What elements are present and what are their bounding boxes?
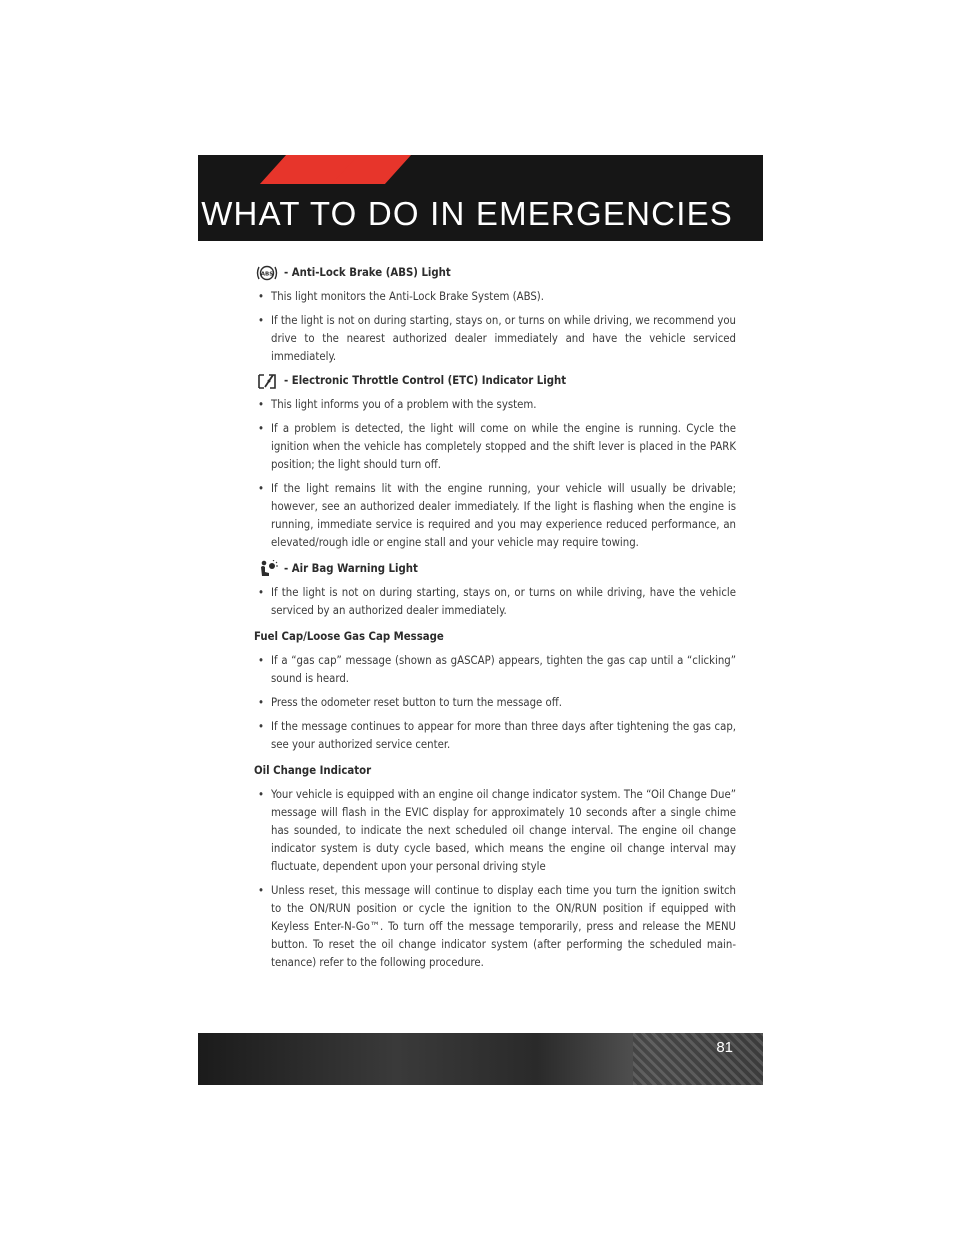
airbag-heading-text: - Air Bag Warning Light [284, 562, 418, 575]
main-content [254, 264, 736, 978]
list-item: • If the light is not on during starting, stays on, or turns on while driving, have the vehicle serviced by an authorized dealer immediately. [254, 584, 736, 620]
list-item: • If the light is not on during starting, stays on, or turns on while driving, we recommend you drive to the nearest authorized dealer immediately and have the vehicle serviced immediately. [254, 312, 736, 366]
list-item: • Your vehicle is equipped with an engine oil change indicator system. The “Oil Change Due” message will flash in the EVIC display for approximately 10 seconds after a single chime has sounded, to indicate the next scheduled oil change interval. The engine oil change indicator system is duty cycle based, which means the engine oil change interval may fluctuate, dependent upon your personal driving style [254, 786, 736, 876]
header-band [198, 155, 763, 241]
etc-heading [256, 372, 736, 390]
list-item: • If the light remains lit with the engine running, your vehicle will usually be drivable; however, see an authorized dealer immediately. If the light is flashing when the engine is running, immediate service is required and you may experience reduced performance, an elevated/rough idle or engine stall and your vehicle may require towing. [254, 480, 736, 552]
list-item: • Press the odometer reset button to turn the message off. [254, 694, 736, 712]
list-item: • This light informs you of a problem with the system. [254, 396, 736, 414]
abs-icon [256, 264, 278, 282]
abs-heading [256, 264, 736, 282]
footer-texture [633, 1033, 763, 1085]
abs-heading-text: - Anti-Lock Brake (ABS) Light [284, 266, 451, 279]
airbag-icon [256, 560, 278, 578]
airbag-heading [256, 560, 736, 578]
svg-text:ABS: ABS [260, 271, 274, 278]
etc-heading-text: - Electronic Throttle Control (ETC) Indicator Light [284, 374, 567, 387]
page-title: WHAT TO DO IN EMERGENCIES [201, 195, 733, 232]
list-item: • If the message continues to appear for more than three days after tightening the gas cap, see your authorized service center. [254, 718, 736, 754]
list-item: • If a “gas cap” message (shown as gASCAP) appears, tighten the gas cap until a “clicking” sound is heard. [254, 652, 736, 688]
list-item: • Unless reset, this message will continue to display each time you turn the ignition switch to the ON/RUN position or cycle the ignition to the ON/RUN position if equipped with Keyless Enter-N-Go™. To turn off the message temporarily, press and release the MENU button. To reset the oil change indicator system (after performing the scheduled main-tenance) refer to the following procedure. [254, 882, 736, 972]
fuel-cap-heading: Fuel Cap/Loose Gas Cap Message [254, 630, 444, 643]
list-item: • This light monitors the Anti-Lock Brake System (ABS). [254, 288, 736, 306]
list-item: • If a problem is detected, the light will come on while the engine is running. Cycle the ignition when the vehicle has completely stopped and the shift lever is placed in the PARK position; the light should turn off. [254, 420, 736, 474]
throttle-icon [256, 372, 278, 390]
page-number: 81 [716, 1039, 733, 1056]
oil-change-heading: Oil Change Indicator [254, 764, 372, 777]
footer-band [198, 1033, 763, 1085]
